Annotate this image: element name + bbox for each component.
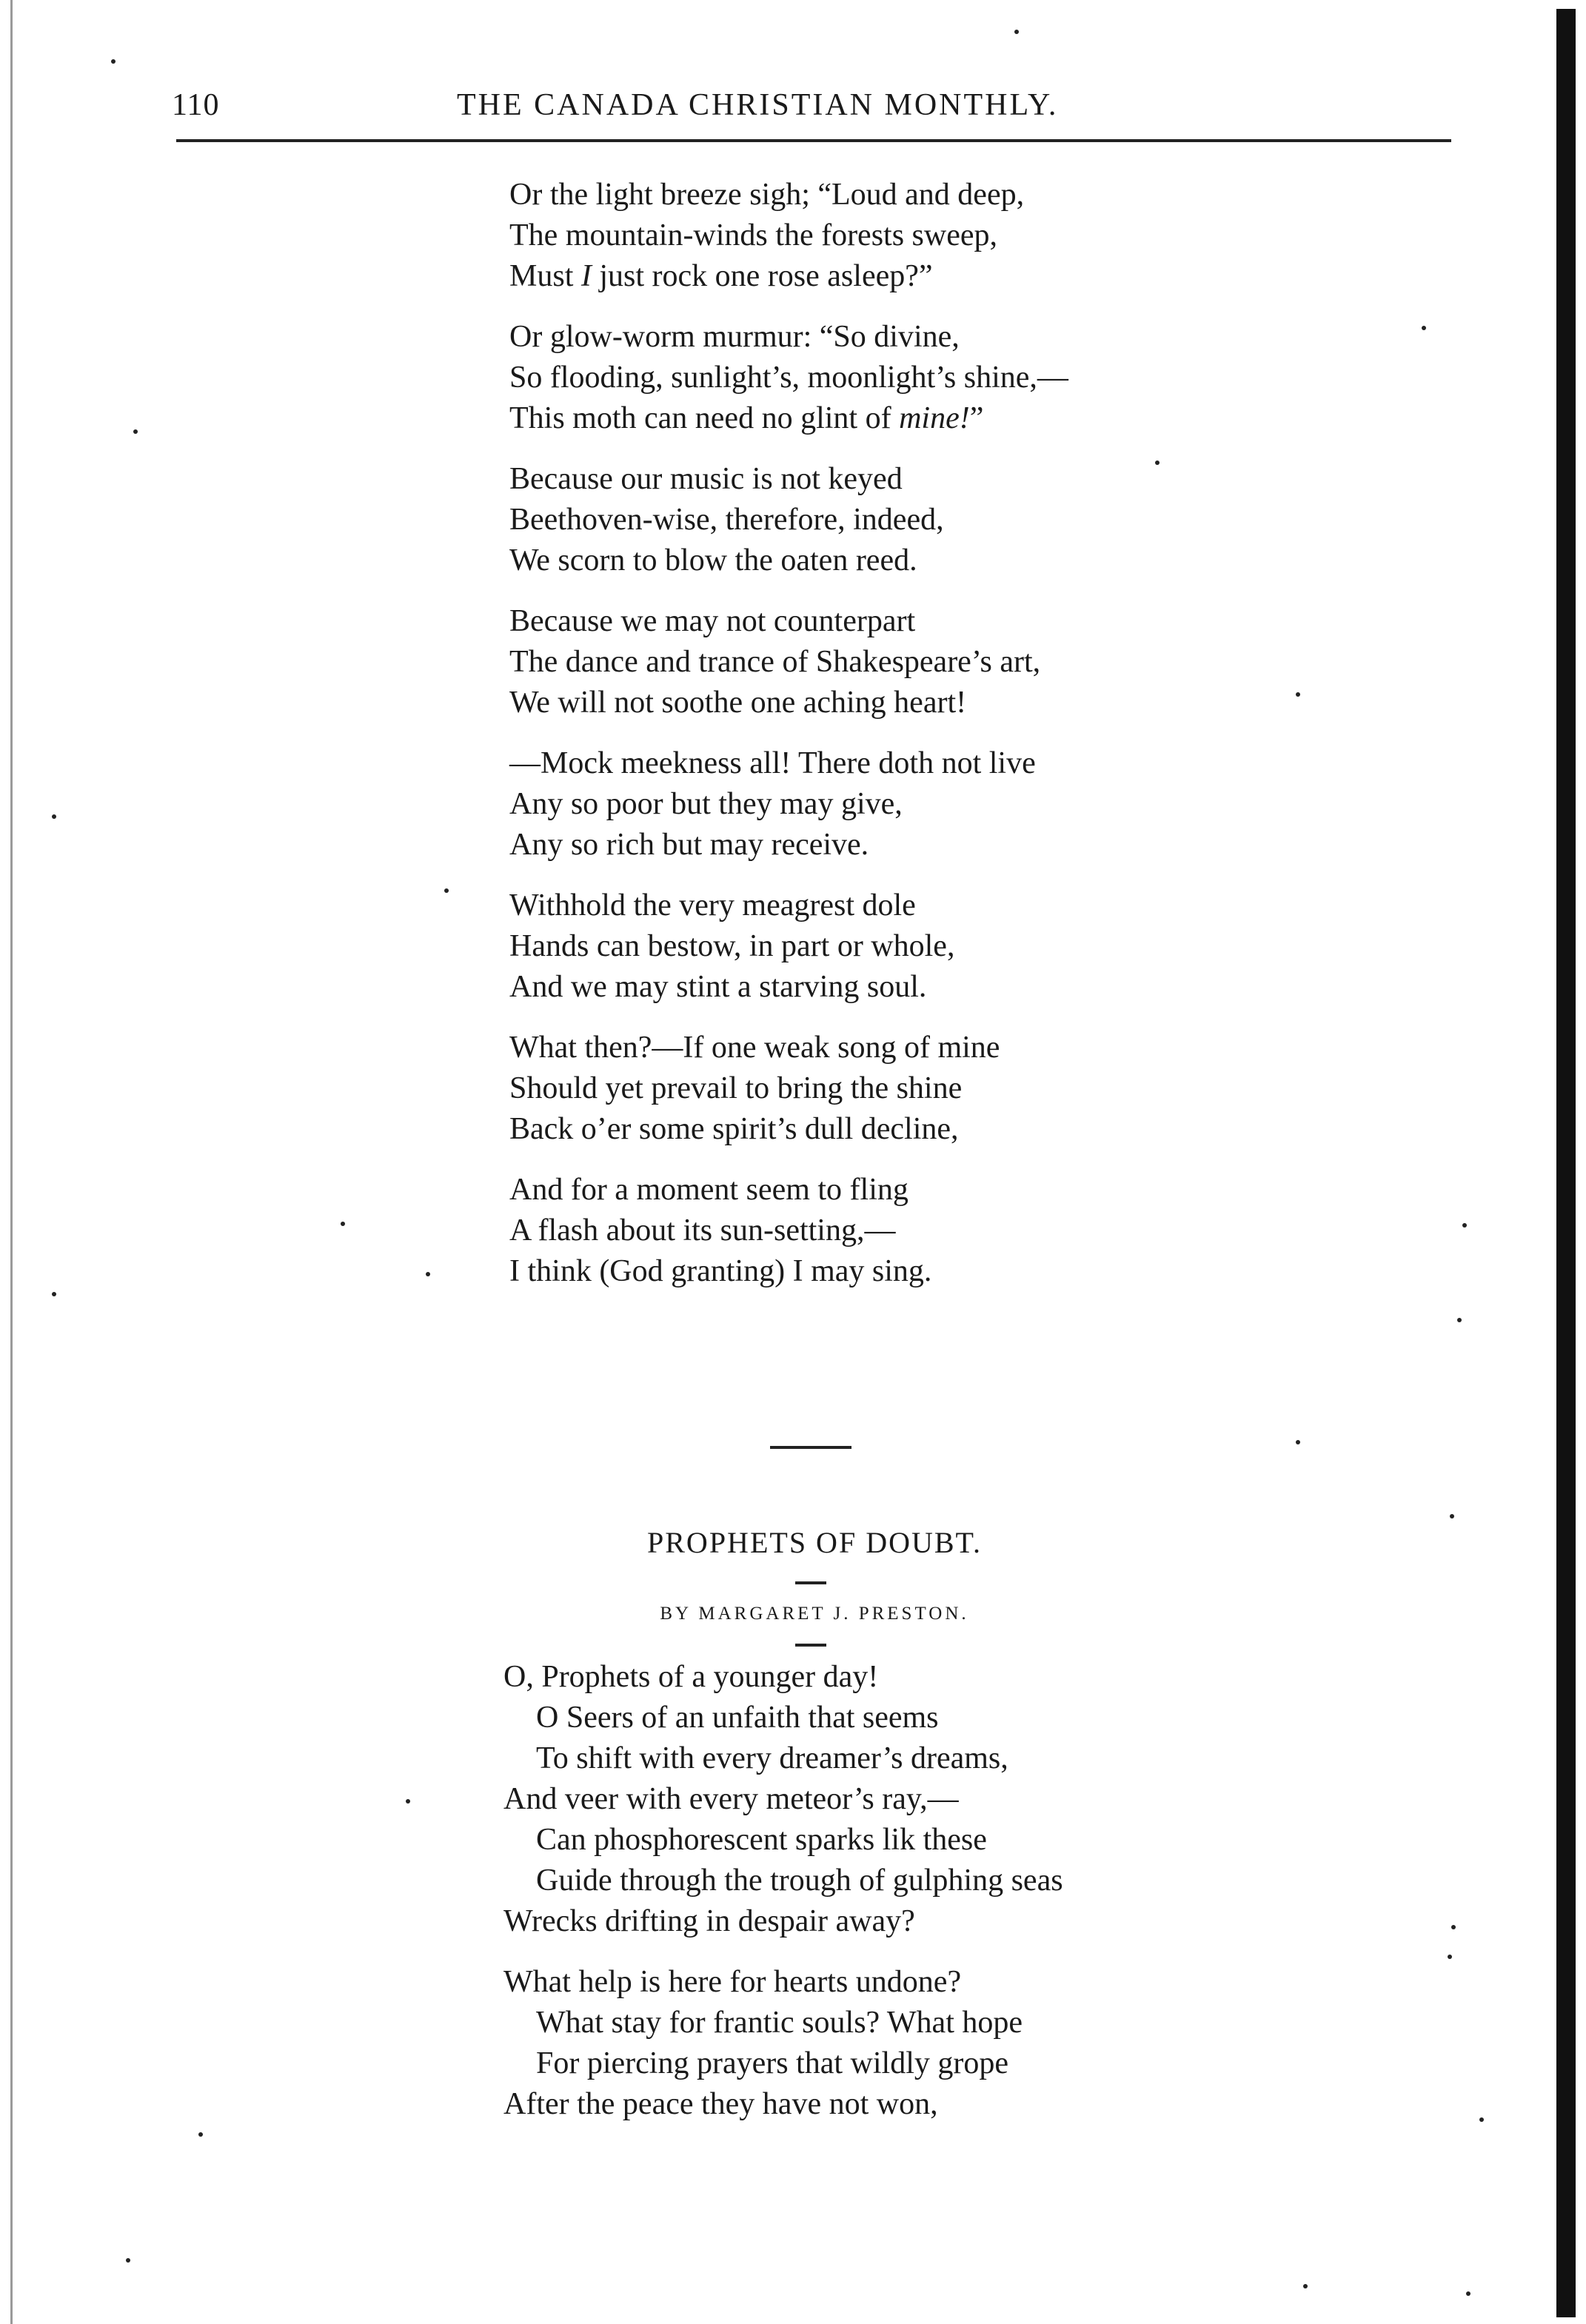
- title-rule: [795, 1581, 826, 1584]
- poem-line: [503, 1779, 1318, 1820]
- poem-line: [509, 175, 1324, 215]
- line-text: Or glow-worm murmur: “So divine,: [509, 320, 960, 354]
- scan-speck: [1422, 326, 1426, 330]
- stanza: [509, 317, 1324, 439]
- line-text: What stay for frantic souls? What hope: [536, 2006, 1023, 2040]
- header-rule: [176, 139, 1451, 142]
- line-text: The mountain-winds the forests sweep,: [509, 218, 998, 252]
- poem-line: [509, 215, 1324, 256]
- line-text: We will not soothe one aching heart!: [509, 686, 967, 720]
- line-text: Guide through the trough of gulphing seas: [536, 1863, 1063, 1898]
- scan-speck: [426, 1272, 430, 1276]
- poem-line: [509, 683, 1324, 723]
- line-text: So flooding, sunlight’s, moonlight’s shine,—: [509, 361, 1068, 395]
- line-text: This moth can need no glint of: [509, 401, 900, 435]
- stanza: [503, 1657, 1318, 1942]
- right-binding-bar: [1556, 9, 1576, 2317]
- poem-line: [509, 459, 1324, 500]
- scan-speck: [1451, 1925, 1456, 1929]
- poem-line: [509, 601, 1324, 642]
- scan-speck: [444, 888, 449, 893]
- scan-speck: [126, 2258, 130, 2263]
- poem-title: PROPHETS OF DOUBT.: [647, 1526, 982, 1559]
- scan-speck: [1450, 1514, 1454, 1518]
- stanza: [503, 1962, 1318, 2125]
- poem-line: [509, 825, 1324, 865]
- line-text: For piercing prayers that wildly grope: [536, 2046, 1008, 2080]
- italic-text: I: [580, 259, 592, 293]
- scan-speck: [1155, 461, 1160, 465]
- line-text: And we may stint a starving soul.: [509, 970, 927, 1004]
- stanza: [509, 743, 1324, 865]
- line-text: O Seers of an unfaith that seems: [536, 1701, 939, 1735]
- poem-line: [503, 2003, 1318, 2043]
- line-text: just rock one rose asleep?”: [591, 259, 933, 293]
- line-text: Should yet prevail to bring the shine: [509, 1071, 963, 1105]
- poem-line: [509, 642, 1324, 683]
- scan-speck: [1448, 1955, 1452, 1959]
- poem-byline: BY MARGARET J. PRESTON.: [660, 1604, 969, 1624]
- poem-line: [509, 967, 1324, 1008]
- poem-line: [509, 1028, 1324, 1068]
- line-text: Because we may not counterpart: [509, 604, 916, 638]
- line-text: —Mock meekness all! There doth not live: [509, 746, 1036, 780]
- line-text: Beethoven-wise, therefore, indeed,: [509, 503, 944, 537]
- line-text: Must: [509, 259, 581, 293]
- scan-speck: [341, 1222, 345, 1226]
- line-text: Wrecks drifting in despair away?: [503, 1904, 915, 1938]
- poem-line: [509, 1251, 1324, 1292]
- line-text: Withhold the very meagrest dole: [509, 888, 916, 922]
- poem-line: [503, 1698, 1318, 1738]
- poem-line: [503, 1657, 1318, 1698]
- scan-speck: [1303, 2284, 1308, 2288]
- scan-speck: [133, 429, 138, 434]
- poem-line: [509, 784, 1324, 825]
- poem-line: [509, 1210, 1324, 1251]
- line-text: We scorn to blow the oaten reed.: [509, 543, 917, 577]
- poem-body-continued: [509, 175, 1324, 1312]
- line-text: And veer with every meteor’s ray,—: [503, 1782, 959, 1816]
- page-header: [172, 87, 1453, 132]
- poem-line: [509, 1170, 1324, 1210]
- line-text: The dance and trance of Shakespeare’s art,: [509, 645, 1041, 679]
- scan-speck: [198, 2132, 203, 2137]
- poem-line: [509, 256, 1324, 297]
- line-text: After the peace they have not won,: [503, 2087, 938, 2121]
- scan-speck: [1462, 1223, 1467, 1228]
- line-text: Because our music is not keyed: [509, 462, 903, 496]
- poem-line: [509, 398, 1324, 439]
- line-text: What then?—If one weak song of mine: [509, 1031, 1000, 1065]
- page-number: 110: [172, 88, 220, 122]
- poem-line: [509, 1109, 1324, 1150]
- poem-line: [503, 1861, 1318, 1901]
- line-text: Any so poor but they may give,: [509, 787, 903, 821]
- poem-body: [503, 1657, 1318, 2145]
- line-text: Can phosphorescent sparks lik these: [536, 1823, 987, 1857]
- scan-speck: [1466, 2291, 1470, 2296]
- scan-speck: [1296, 692, 1300, 697]
- scan-speck: [406, 1799, 410, 1804]
- poem-line: [503, 1820, 1318, 1861]
- poem-line: [509, 885, 1324, 926]
- poem-line: [509, 743, 1324, 784]
- poem-line: [509, 500, 1324, 540]
- poem-line: [503, 1962, 1318, 2003]
- line-text: To shift with every dreamer’s dreams,: [536, 1741, 1008, 1775]
- scan-speck: [52, 1292, 56, 1296]
- scan-speck: [111, 59, 116, 64]
- line-text: What help is here for hearts undone?: [503, 1965, 962, 1999]
- stanza: [509, 601, 1324, 723]
- line-text: I think (God granting) I may sing.: [509, 1254, 932, 1288]
- stanza: [509, 885, 1324, 1008]
- line-text: ”: [969, 401, 984, 435]
- scan-speck: [1296, 1440, 1300, 1444]
- poem-line: [509, 358, 1324, 398]
- stanza: [509, 1028, 1324, 1150]
- line-text: Hands can bestow, in part or whole,: [509, 929, 955, 963]
- scan-speck: [1014, 30, 1019, 34]
- poem-line: [509, 926, 1324, 967]
- line-text: A flash about its sun-setting,—: [509, 1213, 896, 1248]
- running-head: THE CANADA CHRISTIAN MONTHLY.: [457, 88, 1059, 122]
- scan-speck: [1479, 2117, 1484, 2122]
- poem-line: [509, 1068, 1324, 1109]
- stanza: [509, 1170, 1324, 1292]
- poem-line: [503, 1738, 1318, 1779]
- poem-line: [509, 317, 1324, 358]
- stanza: [509, 459, 1324, 581]
- scan-speck: [1457, 1318, 1462, 1322]
- poem-line: [503, 1901, 1318, 1942]
- poem-line: [503, 2043, 1318, 2084]
- scan-speck: [52, 814, 56, 819]
- poem-line: [503, 2084, 1318, 2125]
- poem-line: [509, 540, 1324, 581]
- italic-text: mine!: [899, 401, 970, 435]
- section-divider: [770, 1446, 851, 1449]
- byline-rule: [795, 1644, 826, 1647]
- line-text: And for a moment seem to fling: [509, 1173, 909, 1207]
- left-page-edge-rule: [10, 0, 13, 2324]
- stanza: [509, 175, 1324, 297]
- line-text: Any so rich but may receive.: [509, 828, 869, 862]
- line-text: Back o’er some spirit’s dull decline,: [509, 1112, 959, 1146]
- line-text: Or the light breeze sigh; “Loud and deep,: [509, 178, 1025, 212]
- line-text: O, Prophets of a younger day!: [503, 1660, 879, 1694]
